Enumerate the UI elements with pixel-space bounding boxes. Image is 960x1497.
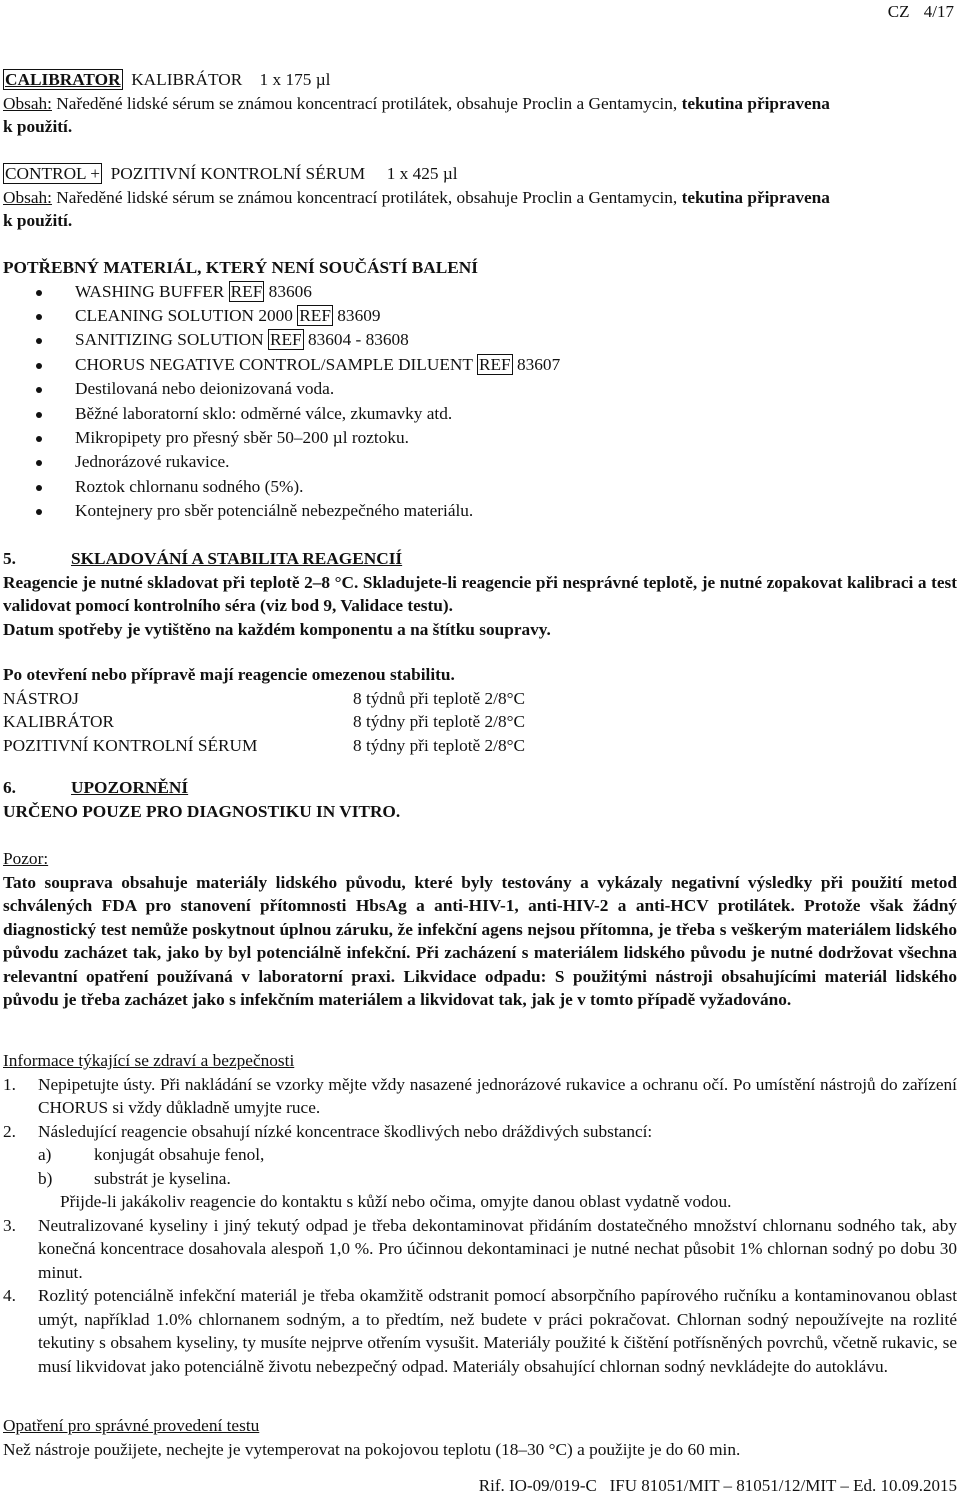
health-item-number: 1. (3, 1074, 16, 1094)
material-name: Jednorázové rukavice. (75, 452, 230, 472)
warnings-heading (3, 776, 957, 800)
health-title: Informace týkající se zdraví a bezpečnosti (3, 1051, 295, 1070)
health-note: Přijde-li jakákoliv reagencie do kontaktu s kůží nebo očima, omyjte danou oblast vydatně vodou. (60, 1192, 732, 1211)
material-item (3, 377, 957, 401)
stability-row-name: KALIBRÁTOR (3, 712, 115, 731)
material-name: SANITIZING SOLUTION (75, 330, 264, 350)
calibrator-qty: 1 x 175 µl (259, 70, 331, 89)
health-subitem (38, 1167, 957, 1191)
health-item-text: Neutralizované kyseliny i jiný tekutý odpad je třeba dekontaminovat přidáním dostatečného množství chlornanu sodného tak, aby konečná koncentrace dosahovala alespoň 1,0 %. Pro účinnou dekontaminaci je nutné nechat působit 1% chlornan sodný po dobu 30 minut. (38, 1215, 957, 1282)
health-item-text: Nepipetujte ústy. Při nakládání se vzorky mějte vždy nasazené jednorázové rukavice a ochranu očí. Po umístění nástrojů do zařízení CHORUS si vždy důkladně umyjte ruce. (38, 1074, 957, 1117)
material-ref-number: 83604 - 83608 (308, 330, 409, 350)
material-item (3, 402, 957, 426)
precautions-title: Opatření pro správné provedení testu (3, 1416, 260, 1435)
health-item-number: 3. (3, 1215, 16, 1235)
caution-section (3, 847, 957, 1012)
health-item-text: Následující reagencie obsahují nízké koncentrace škodlivých nebo dráždivých substancí: (38, 1121, 653, 1141)
material-item (3, 328, 957, 352)
ref-box: REF (230, 281, 263, 301)
storage-para1: Reagencie je nutné skladovat při teplotě 2–8 °C. Skladujete-li reagencie při nesprávné teplotě, je nutné zopakovat kalibraci a test validovat pomocí kontrolního séra (viz bod 9, Validace testu). (3, 572, 957, 615)
ref-box: REF (478, 354, 511, 374)
in-vitro-notice: URČENO POUZE PRO DIAGNOSTIKU IN VITRO. (3, 801, 401, 821)
control-section (3, 162, 957, 233)
calibrator-name: KALIBRÁTOR (131, 70, 243, 89)
control-content-label: Obsah: (3, 187, 52, 207)
stability-title: Po otevření nebo přípravě mají reagencie omezenou stabilitu. (3, 665, 455, 684)
caution-text: Tato souprava obsahuje materiály lidského původu, které byly testovány a vykázaly negativní výsledky při použití metod schválených FDA pro stanovení přítomnosti HbsAg a anti-HIV-1, anti-HIV-2 a anti-HCV protilátek. Protože však žádný diagnostický test nemůže poskytnout úplnou záruku, že infekční agens nejsou přítomna, je třeba s veškerým materiálem lidského původu zacházet tak, jako by byl potenciálně infekční. Při zacházení s materiálem lidského původu je nutné dodržovat všechna relevantní opatření používaná v laboratorní praxi. Likvidace odpadu: S použitými nástroji obsahujícími materiál lidského původu je třeba zacházet jako s infekčním materiálem a likvidovat tak, jak je v tomto případě vyžadováno. (3, 872, 957, 1009)
subitem-marker: a) (38, 1145, 52, 1164)
material-ref-number: 83607 (517, 354, 561, 374)
stability-row-value: 8 týdny při teplotě 2/8°C (353, 712, 526, 731)
material-name: Kontejnery pro sběr potenciálně nebezpečného materiálu. (75, 501, 474, 521)
health-subitem (38, 1143, 957, 1167)
storage-title: SKLADOVÁNÍ A STABILITA REAGENCIÍ (71, 549, 403, 568)
subitem-text: substrát je kyselina. (94, 1168, 231, 1188)
language-code: CZ (887, 2, 910, 21)
health-item-text: Rozlitý potenciálně infekční materiál je třeba okamžitě odstranit pomocí absorpčního papírového ručníku a kontaminovanou oblast umýt, například 1.0% chlornanem sodným, a to předtím, než budete v práci pokračovat. Chlornan sodný nepoužívejte na rozlité tekutiny s obsahem kyseliny, ty musíte nejprve otřením vysušit. Materiály použité k čištění potřísněných povrchů, včetně rukavic, se musí likvidovat jako potenciálně životu nebezpečný odpad. Materiály obsahující chlornan sodný nevkládejte do autoklávu. (38, 1286, 957, 1376)
warnings-title: UPOZORNĚNÍ (71, 778, 189, 797)
health-item (3, 1120, 957, 1214)
control-content-bold: tekutina připravena (681, 187, 830, 207)
document-footer: Rif. IO-09/019-C IFU 81051/MIT – 81051/12/MIT – Ed. 10.09.2015 (478, 1476, 957, 1495)
material-ref-number: 83606 (268, 281, 312, 301)
control-content-text: Naředěné lidské sérum se známou koncentrací protilátek, obsahuje Proclin a Gentamycin, (56, 187, 678, 207)
material-name: Roztok chlornanu sodného (5%). (75, 476, 304, 496)
material-item (3, 353, 957, 377)
warnings-number: 6. (3, 778, 16, 797)
health-item-number: 2. (3, 1121, 16, 1141)
stability-row-name: NÁSTROJ (3, 688, 79, 708)
calibrator-content-bold2: k použití. (3, 117, 73, 136)
health-item (3, 1073, 957, 1120)
control-content-bold2: k použití. (3, 211, 73, 230)
stability-row (3, 687, 957, 711)
stability-row-value: 8 týdnů při teplotě 2/8°C (353, 688, 526, 708)
material-name: CLEANING SOLUTION 2000 (75, 305, 293, 325)
calibrator-content-bold: tekutina připravena (681, 93, 830, 113)
stability-section (3, 663, 957, 757)
ref-box: REF (269, 330, 302, 350)
precautions-text: Než nástroje použijete, nechejte je vytemperovat na pokojovou teplotu (18–30 °C) a použijte je do 60 min. (3, 1439, 741, 1459)
precautions-section (3, 1414, 957, 1461)
control-name: POZITIVNÍ KONTROLNÍ SÉRUM (110, 164, 366, 183)
material-name: CHORUS NEGATIVE CONTROL/SAMPLE DILUENT (75, 354, 473, 374)
stability-row-name: POZITIVNÍ KONTROLNÍ SÉRUM (3, 735, 258, 755)
subitem-text: konjugát obsahuje fenol, (94, 1145, 265, 1164)
material-item (3, 450, 957, 474)
materials-list (3, 280, 957, 524)
material-item (3, 475, 957, 499)
material-name: Destilovaná nebo deionizovaná voda. (75, 379, 335, 399)
stability-row-value: 8 týdny při teplotě 2/8°C (353, 735, 526, 755)
health-item-number: 4. (3, 1286, 16, 1305)
material-item (3, 280, 957, 304)
caution-label: Pozor: (3, 849, 49, 868)
health-item (3, 1284, 957, 1378)
materials-title: POTŘEBNÝ MATERIÁL, KTERÝ NENÍ SOUČÁSTÍ BALENÍ (3, 258, 478, 277)
storage-para2: Datum spotřeby je vytištěno na každém komponentu a na štítku soupravy. (3, 619, 551, 639)
material-name: Běžné laboratorní sklo: odměrné válce, zkumavky atd. (75, 403, 453, 423)
calibrator-content-label: Obsah: (3, 93, 52, 113)
calibrator-content-text: Naředěné lidské sérum se známou koncentrací protilátek, obsahuje Proclin a Gentamycin, (56, 93, 678, 113)
material-item (3, 499, 957, 523)
ref-box: REF (299, 305, 331, 325)
subitem-marker: b) (38, 1168, 53, 1188)
stability-row (3, 734, 957, 758)
health-list (3, 1073, 957, 1379)
health-section (3, 1049, 957, 1378)
calibrator-code: CALIBRATOR (5, 70, 121, 89)
storage-heading (3, 547, 957, 571)
calibrator-section (3, 68, 957, 139)
materials-section (3, 256, 957, 524)
page-number: 4/17 (923, 2, 954, 21)
material-name: Mikropipety pro přesný sběr 50–200 µl roztoku. (75, 427, 409, 447)
material-item (3, 304, 957, 328)
warnings-section (3, 776, 957, 823)
material-item (3, 426, 957, 450)
stability-row (3, 710, 957, 734)
storage-section (3, 547, 957, 641)
material-name: WASHING BUFFER (75, 281, 225, 301)
material-ref-number: 83609 (337, 305, 381, 325)
control-qty: 1 x 425 µl (386, 164, 458, 183)
page-header (878, 2, 954, 22)
storage-number: 5. (3, 549, 16, 568)
control-code: CONTROL + (5, 164, 101, 183)
health-item (3, 1214, 957, 1285)
